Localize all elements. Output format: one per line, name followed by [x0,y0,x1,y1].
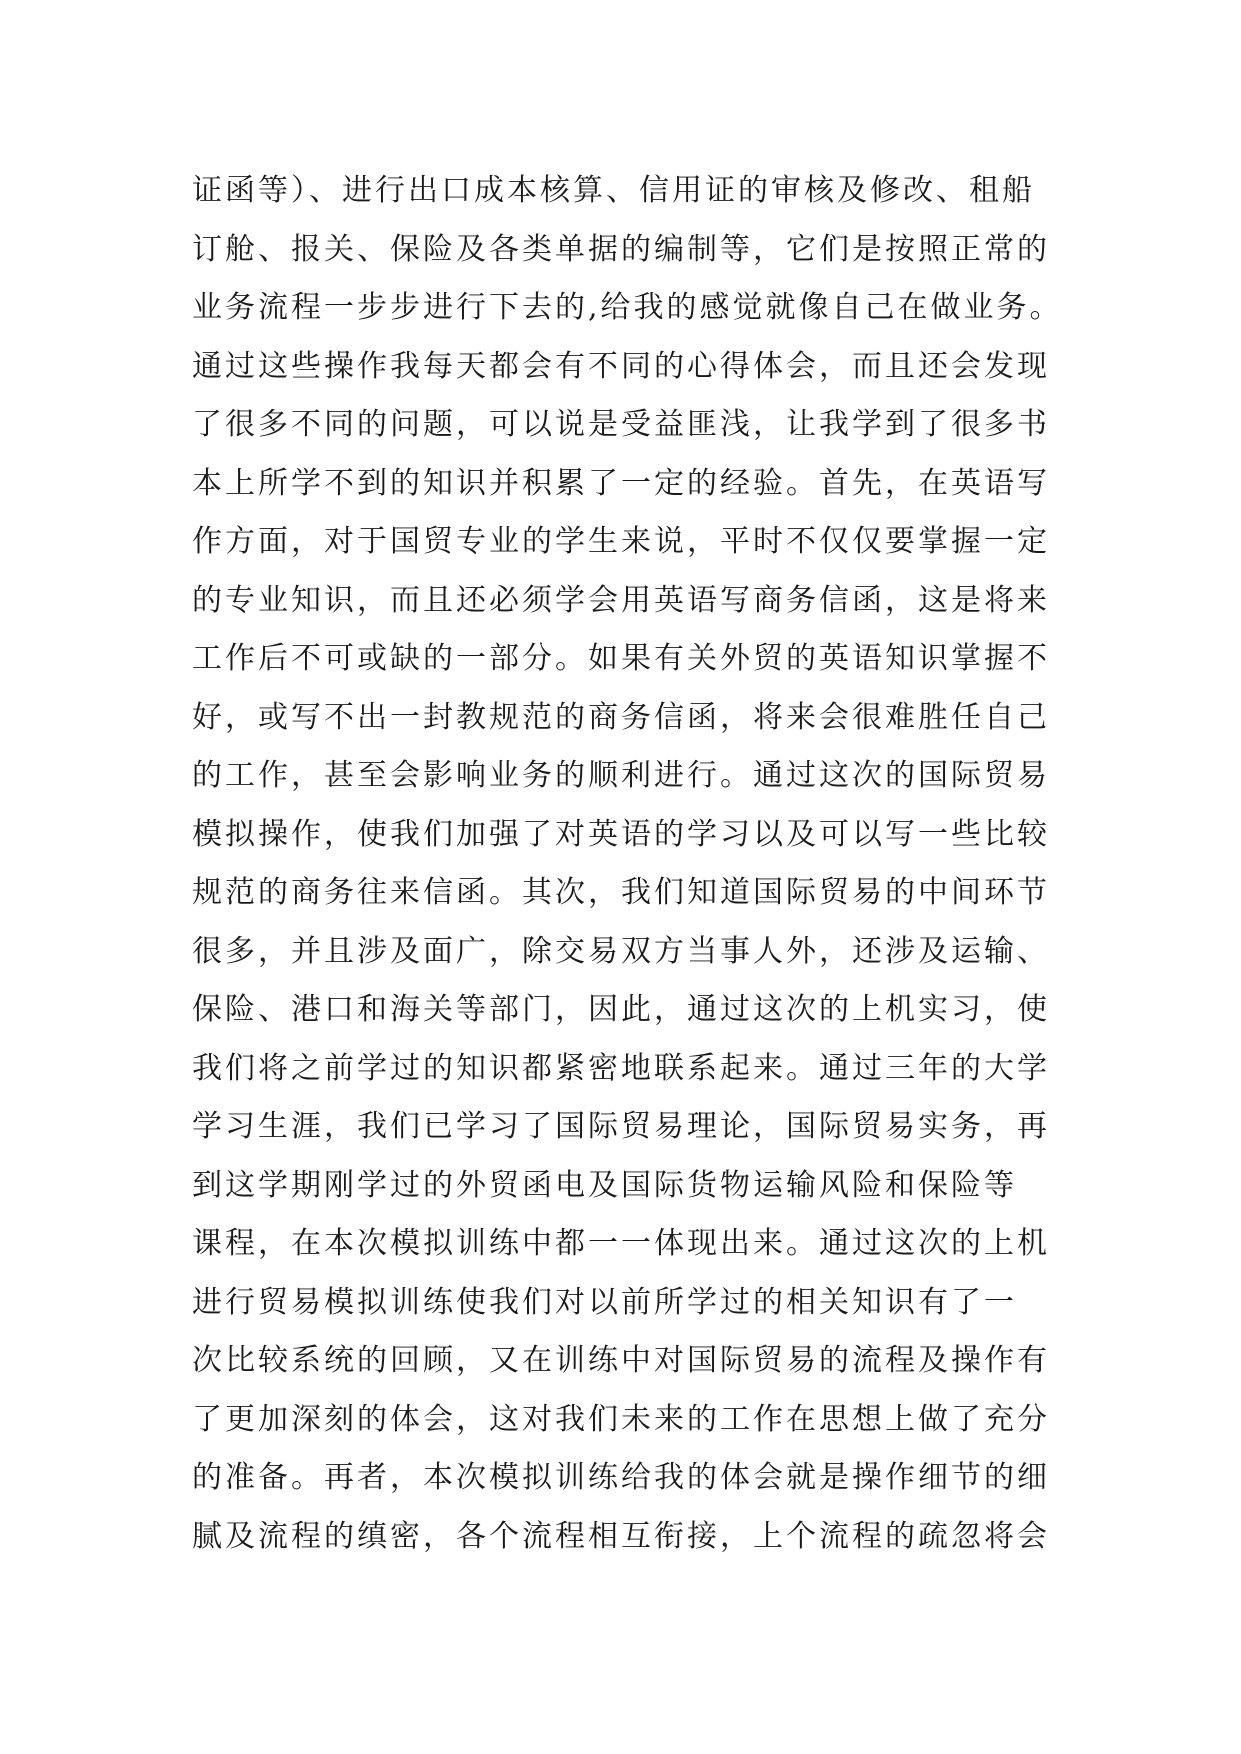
text-line: 规范的商务往来信函。其次，我们知道国际贸易的中间环节 [192,875,1050,910]
text-line: 订舱、报关、保险及各类单据的编制等，它们是按照正常的 [192,231,1050,267]
text-line: 到这学期刚学过的外贸函电及国际货物运输风险和保险等 [192,1167,1017,1203]
text-line: 作方面，对于国贸专业的学生来说，平时不仅仅要掌握一定 [192,524,1050,559]
text-line: 的专业知识，而且还必须学会用英语写商务信函，这是将来 [192,582,1050,618]
text-line: 课程，在本次模拟训练中都一一体现出来。通过这次的上机 [192,1226,1050,1261]
text-line: 我们将之前学过的知识都紧密地联系起来。通过三年的大学 [192,1050,1050,1086]
text-line: 证函等）、进行出口成本核算、信用证的审核及修改、租船 [192,173,1035,208]
body-text [192,162,1072,1566]
text-line: 模拟操作，使我们加强了对英语的学习以及可以写一些比较 [192,816,1050,852]
text-line: 本上所学不到的知识并积累了一定的经验。首先，在英语写 [192,465,1050,501]
text-line: 进行贸易模拟训练使我们对以前所学过的相关知识有了一 [192,1284,1017,1320]
text-line: 业务流程一步步进行下去的,给我的感觉就像自己在做业务。 [192,290,1063,325]
text-line: 工作后不可或缺的一部分。如果有关外贸的英语知识掌握不 [192,641,1050,676]
text-line: 好，或写不出一封教规范的商务信函，将来会很难胜任自己 [192,699,1050,735]
text-line: 很多，并且涉及面广，除交易双方当事人外，还涉及运输、 [192,933,1050,969]
text-line: 了更加深刻的体会，这对我们未来的工作在思想上做了充分 [192,1401,1050,1437]
text-line: 保险、港口和海关等部门，因此，通过这次的上机实习，使 [192,992,1050,1027]
text-line: 次比较系统的回顾，又在训练中对国际贸易的流程及操作有 [192,1343,1050,1378]
text-line: 学习生涯，我们已学习了国际贸易理论，国际贸易实务，再 [192,1109,1050,1144]
text-line: 腻及流程的缜密，各个流程相互衔接，上个流程的疏忽将会 [192,1518,1050,1554]
text-line: 的工作，甚至会影响业务的顺利进行。通过这次的国际贸易 [192,758,1050,793]
text-line: 的准备。再者，本次模拟训练给我的体会就是操作细节的细 [192,1460,1050,1495]
text-line: 了很多不同的问题，可以说是受益匪浅，让我学到了很多书 [192,407,1050,442]
text-line: 通过这些操作我每天都会有不同的心得体会，而且还会发现 [192,348,1050,384]
